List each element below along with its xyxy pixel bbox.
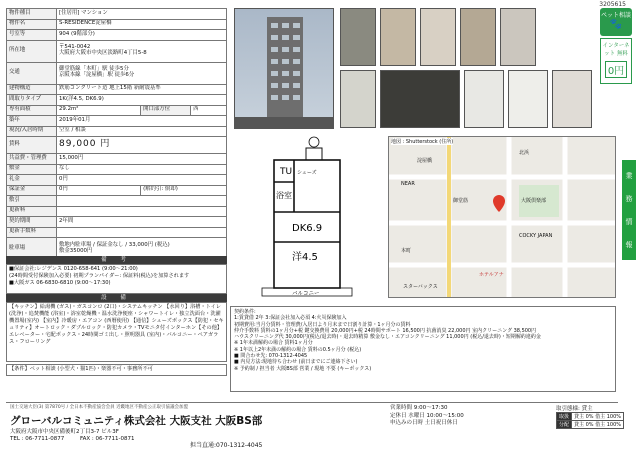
shoe-label: シューズ: [297, 170, 317, 176]
parking-2: 敷金35000円: [59, 247, 93, 254]
label: 所在地: [7, 40, 57, 62]
map-title: 地図 : Shutterstock (住所): [391, 139, 454, 145]
structure: 鉄筋コンクリート造 地上15階 新耐震基準: [57, 84, 227, 95]
label: 賃料: [7, 137, 57, 154]
remark-line: ■保証会社:レジデンス 0120-658-641 (9:00〜21:00): [9, 266, 138, 272]
room-number: 904 (9階部分): [57, 30, 227, 41]
key-money: 0円: [57, 175, 227, 186]
balcony-label: バルコニー: [292, 291, 320, 297]
map-label: NEAR: [401, 181, 415, 187]
location-map[interactable]: [388, 136, 616, 298]
label: 現況/入居時期: [7, 126, 57, 137]
side-tab-char: 報: [625, 240, 633, 249]
remarks-box: [6, 264, 227, 294]
fee-title: 取引態様: 貸主: [556, 406, 593, 412]
side-tab-char: 務: [625, 194, 633, 203]
window-photo: [500, 8, 536, 66]
note-line: ■ 問合わせ先: 070-1312-4045: [234, 353, 308, 360]
map-label: 淀屋橋: [417, 158, 433, 164]
deposit: なし: [57, 164, 227, 175]
equipment-text: 【キッチン】給湯機 (ガス)・ガスコンロ (2口)・システムキッチン 【水回り】浴槽・トイレ (洗浄)・追焚機能 (浴室)・浴室乾燥機・温水洗浄便座・シャワートイレ・独立洗面台・洗濯機置場(室内) 【室内】冷暖房・エアコン (西暦使用) 【通信】シューズボックス【防犯・セキュリティ】オートロック・ダブルロック・防犯カメラ・TVモニタ付インターホン【その他】エレベーター・宅配ボックス・24時間ゴミ出し・照明器具 (室内)・バルコニー・ペアガラス・フローリング: [6, 302, 227, 362]
note-line: ※ 1年未満解約の場合 賃料1ヶ月分: [234, 340, 313, 347]
note-line: 初期費用:当月分賃料・管理費/入居日より月末まで日割り計算・1ヶ月分の賃料: [234, 321, 411, 328]
business-info-tab[interactable]: [622, 160, 636, 260]
internet-badge-label: インターネット 無料: [602, 43, 630, 57]
remark-line: ■大阪ガス 06-6830-6810 (9:00〜17:30): [9, 280, 111, 286]
label: 敷引: [7, 196, 57, 207]
label: 開口部方位: [141, 105, 191, 116]
label: 間取りタイプ: [7, 95, 57, 106]
fee-cell: 取扱: [557, 413, 572, 421]
label: 共益費・管理費: [7, 154, 57, 165]
renewal-handling: [57, 227, 227, 238]
traffic-1: 御堂筋線「本町」駅 徒歩5分: [59, 66, 129, 73]
remark-line: (24時間受付保険加入必要) 初期プランパイダー: 保証料(税込)を加算されます: [9, 273, 190, 279]
label: 物件種目: [7, 9, 57, 20]
property-name: S-RESIDENCE淀屋橋: [57, 19, 227, 30]
sheet-id: 3205615: [599, 1, 626, 8]
business-hours: [390, 405, 464, 428]
layout: 1K(洋4.5, DK6.9): [57, 95, 227, 106]
map-label: COCKY JAPAN: [519, 233, 553, 239]
note-line: ※ 予約制 / 担当者 大阪BS部 営業 / 現地 不要 (キーボックス): [234, 365, 372, 372]
bath-label: 浴室: [276, 191, 292, 200]
paw-icon: 🐾: [609, 19, 623, 30]
pet-badge-label: ペット相談: [600, 12, 631, 19]
map-label: 大阪倶楽部: [521, 198, 547, 204]
tu-label: TU: [280, 167, 293, 177]
company-fax: FAX : 06-7711-0871: [80, 436, 135, 442]
fee-cell: 貸主 0% 借主 100%: [572, 421, 624, 429]
living-photo: [460, 8, 496, 66]
remarks-heading: 備 考: [6, 256, 227, 264]
building-illustration: [235, 9, 334, 129]
security-deposit: 0円: [57, 185, 141, 196]
note-line: ハウスクリーニング代 30,000円(税込/退去時)・退去時精算 敷金なし・エアコンクリーニング 11,000円 (税込/退去時)・短期解約違約金: [234, 334, 541, 341]
kitchen-photo: [380, 70, 460, 128]
label: 物件名: [7, 19, 57, 30]
room-photo: [420, 8, 456, 66]
contract-period: 2年間: [57, 217, 227, 228]
hours-line: 営業時間 9:00〜17:30: [390, 405, 448, 411]
management-fee: 15,000円: [57, 154, 227, 165]
entrance-photo: [340, 8, 376, 66]
label: 礼金: [7, 175, 57, 186]
label: 契約期間: [7, 217, 57, 228]
floor-plan: [234, 134, 384, 298]
conditions-text: 【条件】ペット相談 (小型犬・猫1匹)・楽器不可・事務所不可: [6, 364, 227, 376]
label: 更新手数料: [7, 227, 57, 238]
direct-contact: 担当直通:070-1312-4045: [190, 442, 263, 449]
renewal-fee: [57, 206, 227, 217]
map-label: ホテルアナ: [479, 272, 504, 278]
direction: 西: [191, 105, 227, 116]
notes-box: [230, 306, 616, 392]
internet-price: 0円: [605, 61, 627, 78]
built-year: 2019年01月: [57, 116, 227, 127]
note-line: 1:賃貸借 2年 3:保証会社加入必須 4:火災保険加入: [234, 315, 347, 322]
shikibiki: [57, 196, 227, 207]
security-cut: (解約引: 償却): [141, 185, 227, 196]
toilet-photo: [508, 70, 548, 128]
label: 専有面積: [7, 105, 57, 116]
parking-1: 敷地内駐車場 / 保証金なし / 33,000円 (税込): [59, 241, 170, 248]
corridor-photo: [380, 8, 416, 66]
label: 築年: [7, 116, 57, 127]
floor-plan-drawing: [234, 134, 384, 298]
type-value: [住居用] マンション: [57, 9, 227, 20]
map-label: 本町: [401, 248, 412, 254]
washroom-photo: [552, 70, 592, 128]
map-label: 北浜: [519, 150, 530, 156]
internet-badge: [600, 38, 632, 84]
status: 空室 / 相談: [57, 126, 227, 137]
room-label: 洋4.5: [292, 252, 318, 263]
note-line: 仲介手数料 賃料の1ヶ月分+税 鍵交換費用 20,000円+税 24時間サポート 16,500円 抗菌消臭 22,000円 室内クリーニング 38,500円: [234, 327, 537, 334]
note-line: 契約条件:: [234, 309, 256, 315]
address: 大阪府大阪市中央区淡路町4丁目5-8: [59, 50, 147, 56]
label: 駐車場: [7, 238, 57, 260]
equipment-heading: 設 備: [6, 294, 227, 302]
label: 更新料: [7, 206, 57, 217]
label: 号室等: [7, 30, 57, 41]
note-line: ※ 1年以上2年未満の解約の場合 賃料の0.5ヶ月分 (税込): [234, 346, 362, 353]
fee-cell: 分配: [557, 421, 572, 429]
label: 保証金: [7, 185, 57, 196]
map-label: スターバックス: [403, 284, 438, 290]
hall-photo: [340, 70, 376, 128]
label: 敷金: [7, 164, 57, 175]
license-text: 国土交通大臣(3) 第7870号 / 全日本不動産協会会員 近畿地区不動産公正取引協議会加盟: [10, 405, 189, 410]
building-photo: [234, 8, 334, 129]
spec-table: [6, 8, 227, 260]
fee-cell: 貸主 0% 借主 100%: [572, 413, 624, 421]
traffic-2: 京阪本線「淀屋橋」駅 徒歩6分: [59, 72, 135, 78]
fee-table: [556, 412, 624, 429]
zip: 〒541-0042: [59, 44, 91, 51]
side-tab-char: 業: [625, 171, 633, 180]
label: 建物構造: [7, 84, 57, 95]
map-label: 御堂筋: [453, 198, 469, 204]
side-tab-char: 情: [625, 217, 633, 226]
label: 交通: [7, 62, 57, 84]
pet-badge: [600, 8, 632, 36]
area: 29.2m²: [57, 105, 141, 116]
rent: 89,000 円: [57, 137, 227, 154]
hours-line: 申込みの日時 土日祝日休日: [390, 420, 458, 426]
note-line: ■ 内見方法:現地待ち合わせ (前日までにご連絡下さい): [234, 359, 358, 366]
hours-line: 定休日 水曜日 10:00〜15:00: [390, 412, 464, 419]
company-address: 大阪府大阪市中央区備後町2丁目3-7 ビル3F: [10, 429, 119, 435]
company-name: グローバルコミュニティ株式会社 大阪支社 大阪BS部: [10, 415, 263, 427]
company-tel: TEL : 06-7711-0877: [10, 436, 65, 442]
dk-label: DK6.9: [292, 223, 323, 234]
bath-photo: [464, 70, 504, 128]
